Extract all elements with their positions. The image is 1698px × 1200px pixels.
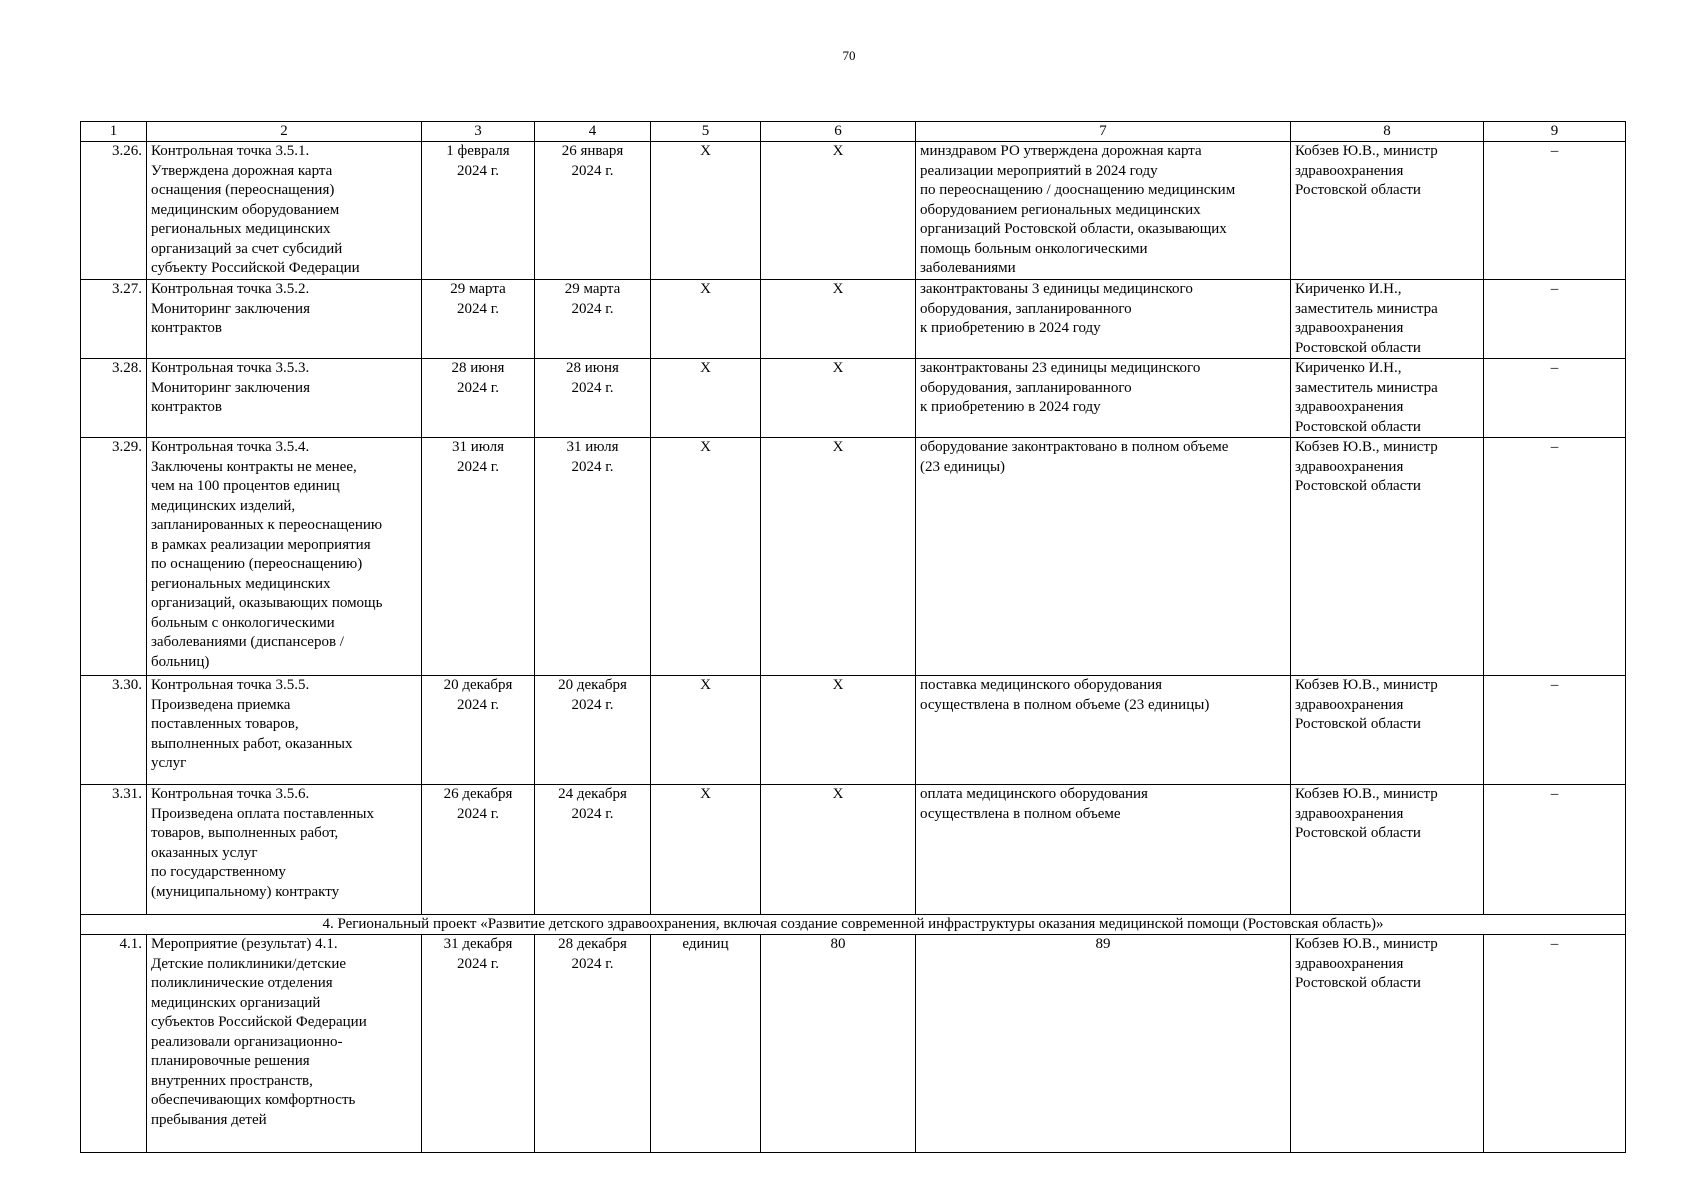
row-name: Мероприятие (результат) 4.1. Детские поликлиники/детские поликлинические отделения медицинских организаций субъектов Российской Федерации реализовали организационно- планировочные решения внутренних пространств, обеспечивающих комфортность пребывания детей	[147, 935, 422, 1153]
table-row	[81, 280, 1626, 359]
row-responsible: Кобзев Ю.В., министр здравоохранения Ростовской области	[1291, 142, 1484, 280]
row-note: –	[1484, 785, 1626, 915]
row-plan-value: Х	[761, 359, 916, 438]
report-table	[80, 121, 1626, 1153]
row-result: поставка медицинского оборудования осуществлена в полном объеме (23 единицы)	[916, 676, 1291, 785]
row-unit: Х	[651, 676, 761, 785]
column-number-row	[81, 122, 1626, 142]
row-responsible: Кириченко И.Н., заместитель министра здравоохранения Ростовской области	[1291, 280, 1484, 359]
table-row	[81, 438, 1626, 676]
row-plan-date: 26 декабря 2024 г.	[422, 785, 535, 915]
row-plan-date: 29 марта 2024 г.	[422, 280, 535, 359]
row-fact-date: 24 декабря 2024 г.	[535, 785, 651, 915]
row-fact-date: 20 декабря 2024 г.	[535, 676, 651, 785]
row-number: 3.31.	[81, 785, 147, 915]
column-header: 7	[916, 122, 1291, 142]
row-note: –	[1484, 142, 1626, 280]
row-number: 3.26.	[81, 142, 147, 280]
column-header: 1	[81, 122, 147, 142]
row-plan-value: 80	[761, 935, 916, 1153]
row-plan-value: Х	[761, 785, 916, 915]
row-plan-date: 28 июня 2024 г.	[422, 359, 535, 438]
table-row	[81, 935, 1626, 1153]
table-row	[81, 785, 1626, 915]
row-responsible: Кобзев Ю.В., министр здравоохранения Ростовской области	[1291, 935, 1484, 1153]
row-responsible: Кобзев Ю.В., министр здравоохранения Ростовской области	[1291, 438, 1484, 676]
table-row	[81, 676, 1626, 785]
row-plan-value: Х	[761, 438, 916, 676]
row-note: –	[1484, 935, 1626, 1153]
row-responsible: Кобзев Ю.В., министр здравоохранения Ростовской области	[1291, 785, 1484, 915]
page-number: 70	[842, 48, 856, 63]
row-fact-date: 28 декабря 2024 г.	[535, 935, 651, 1153]
column-header: 8	[1291, 122, 1484, 142]
column-header: 6	[761, 122, 916, 142]
row-unit: Х	[651, 785, 761, 915]
row-responsible: Кобзев Ю.В., министр здравоохранения Ростовской области	[1291, 676, 1484, 785]
column-header: 5	[651, 122, 761, 142]
row-plan-date: 1 февраля 2024 г.	[422, 142, 535, 280]
row-unit: Х	[651, 142, 761, 280]
row-fact-date: 28 июня 2024 г.	[535, 359, 651, 438]
row-unit: Х	[651, 438, 761, 676]
row-unit: Х	[651, 359, 761, 438]
column-header: 9	[1484, 122, 1626, 142]
row-unit: Х	[651, 280, 761, 359]
row-number: 3.29.	[81, 438, 147, 676]
row-plan-date: 31 декабря 2024 г.	[422, 935, 535, 1153]
row-name: Контрольная точка 3.5.5. Произведена приемка поставленных товаров, выполненных работ, оказанных услуг	[147, 676, 422, 785]
row-result: оплата медицинского оборудования осуществлена в полном объеме	[916, 785, 1291, 915]
column-header: 3	[422, 122, 535, 142]
row-name: Контрольная точка 3.5.3. Мониторинг заключения контрактов	[147, 359, 422, 438]
column-header: 2	[147, 122, 422, 142]
column-header: 4	[535, 122, 651, 142]
section-row	[81, 915, 1626, 935]
row-number: 3.30.	[81, 676, 147, 785]
section-header: 4. Региональный проект «Развитие детского здравоохранения, включая создание современной инфраструктуры оказания медицинской помощи (Ростовская область)»	[81, 915, 1626, 935]
row-note: –	[1484, 280, 1626, 359]
row-unit: единиц	[651, 935, 761, 1153]
row-result: 89	[916, 935, 1291, 1153]
row-result: законтрактованы 23 единицы медицинского оборудования, запланированного к приобретению в 2024 году	[916, 359, 1291, 438]
row-plan-value: Х	[761, 280, 916, 359]
row-fact-date: 31 июля 2024 г.	[535, 438, 651, 676]
row-plan-date: 31 июля 2024 г.	[422, 438, 535, 676]
row-name: Контрольная точка 3.5.2. Мониторинг заключения контрактов	[147, 280, 422, 359]
row-plan-value: Х	[761, 676, 916, 785]
row-number: 4.1.	[81, 935, 147, 1153]
row-number: 3.27.	[81, 280, 147, 359]
row-responsible: Кириченко И.Н., заместитель министра здравоохранения Ростовской области	[1291, 359, 1484, 438]
row-fact-date: 26 января 2024 г.	[535, 142, 651, 280]
row-name: Контрольная точка 3.5.1. Утверждена дорожная карта оснащения (переоснащения) медицинским оборудованием региональных медицинских организаций за счет субсидий субъекту Российской Федерации	[147, 142, 422, 280]
row-name: Контрольная точка 3.5.6. Произведена оплата поставленных товаров, выполненных работ, оказанных услуг по государственному (муниципальному) контракту	[147, 785, 422, 915]
row-result: минздравом РО утверждена дорожная карта реализации мероприятий в 2024 году по переоснащению / дооснащению медицинским оборудованием региональных медицинских организаций Ростовской области, оказывающих помощь больным онкологическими заболеваниями	[916, 142, 1291, 280]
row-plan-value: Х	[761, 142, 916, 280]
table-row	[81, 359, 1626, 438]
row-fact-date: 29 марта 2024 г.	[535, 280, 651, 359]
row-note: –	[1484, 359, 1626, 438]
table-row	[81, 142, 1626, 280]
row-note: –	[1484, 676, 1626, 785]
row-result: оборудование законтрактовано в полном объеме (23 единицы)	[916, 438, 1291, 676]
row-name: Контрольная точка 3.5.4. Заключены контракты не менее, чем на 100 процентов единиц медицинских изделий, запланированных к переоснащению в рамках реализации мероприятия по оснащению (переоснащению) региональных медицинских организаций, оказывающих помощь больным с онкологическими заболеваниями (диспансеров / больниц)	[147, 438, 422, 676]
row-result: законтрактованы 3 единицы медицинского оборудования, запланированного к приобретению в 2024 году	[916, 280, 1291, 359]
row-number: 3.28.	[81, 359, 147, 438]
row-note: –	[1484, 438, 1626, 676]
row-plan-date: 20 декабря 2024 г.	[422, 676, 535, 785]
